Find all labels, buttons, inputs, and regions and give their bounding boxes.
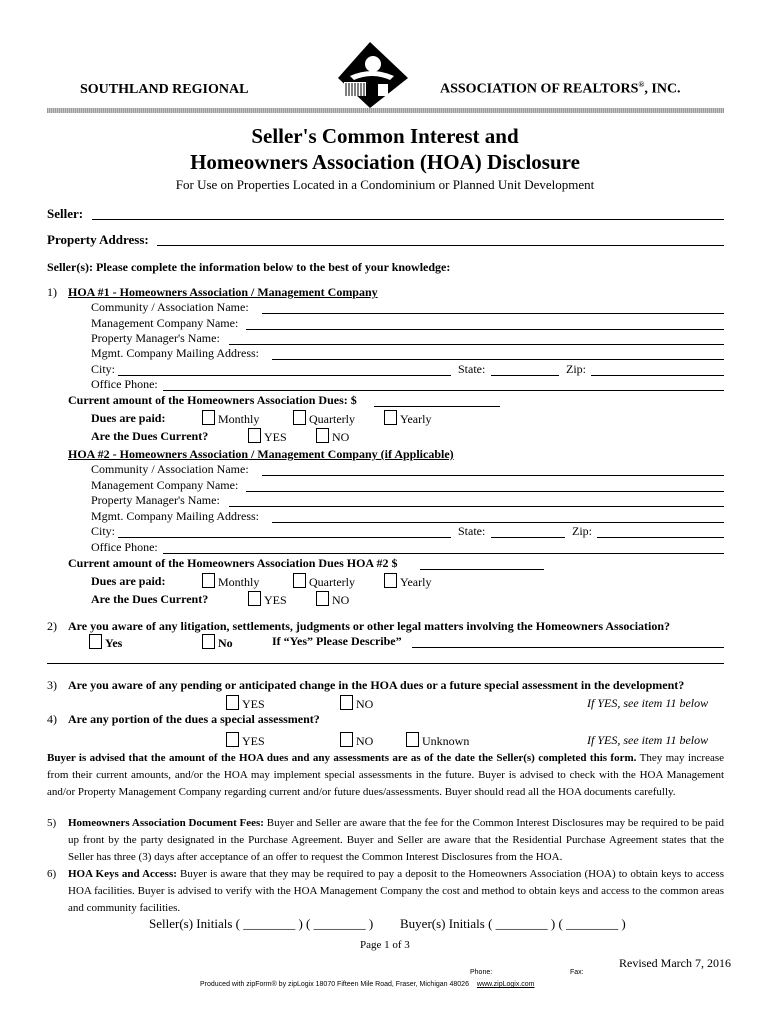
q2-yes-option[interactable]: [89, 634, 122, 650]
checkbox-icon[interactable]: [226, 732, 239, 747]
phone-label: Phone:: [470, 969, 493, 976]
checkbox-icon[interactable]: [89, 634, 102, 649]
q4-note-if: If: [587, 733, 595, 747]
q2-describe-field-line2[interactable]: [47, 663, 724, 664]
hoa1-community-field[interactable]: [262, 313, 724, 314]
checkbox-icon[interactable]: [384, 573, 397, 588]
item5-bold: Homeowners Association Document Fees:: [68, 817, 264, 829]
hoa1-current-yes-option[interactable]: [248, 428, 287, 444]
hoa2-current-yes-option[interactable]: [248, 591, 287, 607]
hoa1-state-label: State:: [458, 362, 486, 376]
hoa2-yearly-option[interactable]: [384, 573, 431, 589]
title-line1: Seller's Common Interest and: [251, 124, 519, 148]
hoa2-phone-field[interactable]: [163, 553, 724, 554]
header-left: SOUTHLAND REGIONAL: [80, 82, 249, 97]
property-address-label: Property Address:: [47, 232, 149, 247]
hoa1-management-field[interactable]: [246, 329, 724, 330]
fax-label: Fax:: [570, 969, 584, 976]
item5-number: 5): [47, 817, 57, 829]
item3-number: 3): [47, 678, 57, 692]
q3-yes-label: YES: [242, 697, 265, 711]
hoa2-manager-field[interactable]: [229, 506, 724, 507]
q3-no-option[interactable]: [340, 695, 373, 711]
q4-unknown-option[interactable]: [406, 732, 469, 748]
header-right-main: ASSOCIATION OF REALTORS: [440, 81, 639, 97]
hoa1-zip-field[interactable]: [591, 375, 724, 376]
item4-number: 4): [47, 712, 57, 726]
checkbox-icon[interactable]: [293, 573, 306, 588]
q2-describe-label: If “Yes” Please Describe”: [272, 634, 402, 648]
buyer-advice: [47, 750, 724, 801]
hoa1-management-label: Management Company Name:: [91, 316, 239, 330]
q2-no-label: No: [218, 636, 233, 650]
q4-yes-label: YES: [242, 734, 265, 748]
hoa2-dues-amount-label: Current amount of the Homeowners Association Dues HOA #2 $: [68, 556, 398, 570]
hoa2-manager-label: Property Manager's Name:: [91, 493, 220, 507]
q3-text: Are you aware of any pending or anticipated change in the HOA dues or a future special assessment in the development?: [68, 678, 685, 692]
q4-note-rest: YES, see item 11 below: [594, 733, 709, 747]
hoa2-heading: HOA #2 - Homeowners Association / Management Company (if Applicable): [68, 447, 454, 461]
hoa1-dues-paid-label: Dues are paid:: [91, 411, 166, 425]
property-address-field[interactable]: [157, 245, 724, 246]
checkbox-icon[interactable]: [202, 634, 215, 649]
q4-no-label: NO: [356, 734, 374, 748]
hoa2-monthly-option[interactable]: [202, 573, 259, 589]
q3-note-rest: YES, see item 11 below: [594, 696, 709, 710]
item5-rest: Buyer and Seller are aware that the fee for the Common Interest Disclosures may be required to be paid up front by the party designated in the Purchase Agreement. Buyer and Seller are aware that the Residential Purchase Agreement states that the Seller has three (3) days after acceptance of an offer to request the Common Interest Disclosures from the HOA.: [68, 817, 724, 863]
hoa1-city-field[interactable]: [118, 375, 451, 376]
seller-label: Seller:: [47, 206, 84, 221]
footer-produced: [200, 980, 535, 989]
hoa2-city-label: City:: [91, 524, 116, 538]
checkbox-icon[interactable]: [248, 428, 261, 443]
hoa1-zip-label: Zip:: [566, 362, 586, 376]
hoa2-dues-amount-field[interactable]: [420, 569, 544, 570]
hoa1-manager-label: Property Manager's Name:: [91, 331, 220, 345]
q3-no-label: NO: [356, 697, 374, 711]
q2-text: Are you aware of any litigation, settlements, judgments or other legal matters involving the Homeowners Association?: [68, 619, 671, 633]
hoa1-manager-field[interactable]: [229, 344, 724, 345]
item5-text: [68, 815, 724, 866]
subtitle: For Use on Properties Located in a Condominium or Planned Unit Development: [175, 177, 595, 192]
hoa1-dues-current-label: Are the Dues Current?: [91, 429, 209, 443]
hoa1-community-label: Community / Association Name:: [91, 300, 249, 314]
buyer-initials[interactable]: Buyer(s) Initials ( ________ ) ( ________ ): [400, 916, 626, 931]
hoa1-yearly-label: Yearly: [400, 412, 432, 426]
registered-mark: ®: [638, 80, 645, 89]
hoa2-quarterly-option[interactable]: [293, 573, 355, 589]
checkbox-icon[interactable]: [293, 410, 306, 425]
hoa1-current-no-option[interactable]: [316, 428, 349, 444]
checkbox-icon[interactable]: [406, 732, 419, 747]
checkbox-icon[interactable]: [340, 732, 353, 747]
q4-text: Are any portion of the dues a special assessment?: [68, 712, 320, 726]
hoa1-yearly-option[interactable]: [384, 410, 431, 426]
header-right-tail: , INC.: [644, 81, 681, 97]
checkbox-icon[interactable]: [202, 573, 215, 588]
hoa2-community-label: Community / Association Name:: [91, 462, 249, 476]
hoa1-current-no-label: NO: [332, 430, 350, 444]
hoa2-monthly-label: Monthly: [218, 575, 260, 589]
header-rule: [47, 108, 724, 113]
checkbox-icon[interactable]: [248, 591, 261, 606]
hoa1-state-field[interactable]: [491, 375, 559, 376]
hoa1-current-yes-label: YES: [264, 430, 287, 444]
hoa1-monthly-label: Monthly: [218, 412, 260, 426]
hoa2-quarterly-label: Quarterly: [309, 575, 355, 589]
hoa1-dues-amount-field[interactable]: [374, 406, 500, 407]
q4-no-option[interactable]: [340, 732, 373, 748]
hoa1-heading: HOA #1 - Homeowners Association / Management Company: [68, 285, 378, 299]
hoa2-current-no-option[interactable]: [316, 591, 349, 607]
checkbox-icon[interactable]: [340, 695, 353, 710]
item6-rest: Buyer is aware that they may be required to pay a deposit to the Homeowners Association (HOA) to obtain keys to access HOA facilities. Buyer is advised to verify with the HOA Management Company the cost and method to obtain keys and access to the common areas and community facilities.: [68, 868, 724, 914]
hoa2-mailing-label: Mgmt. Company Mailing Address:: [91, 509, 259, 523]
hoa2-mailing-field[interactable]: [272, 522, 724, 523]
q2-describe-field[interactable]: [412, 647, 724, 648]
hoa1-monthly-option[interactable]: [202, 410, 259, 426]
revised-date: Revised March 7, 2016: [619, 956, 731, 970]
item2-number: 2): [47, 619, 57, 633]
checkbox-icon[interactable]: [384, 410, 397, 425]
item6-bold: HOA Keys and Access:: [68, 868, 177, 880]
q4-yes-option[interactable]: [226, 732, 265, 748]
hoa2-zip-field[interactable]: [597, 537, 724, 538]
item6-number: 6): [47, 868, 57, 880]
hoa2-yearly-label: Yearly: [400, 575, 432, 589]
q4-note: [587, 733, 708, 747]
buyer-advice-bold: Buyer is advised that the amount of the HOA dues and any assessments are as of the date the Seller(s) completed this form.: [47, 752, 637, 764]
page-number: Page 1 of 3: [360, 939, 410, 951]
title-line2: Homeowners Association (HOA) Disclosure: [190, 150, 580, 174]
logo-icon: [330, 40, 415, 110]
hoa2-dues-current-label: Are the Dues Current?: [91, 592, 209, 606]
q2-no-option[interactable]: [202, 634, 233, 650]
hoa1-phone-label: Office Phone:: [91, 377, 158, 391]
q3-note-if: If: [587, 696, 595, 710]
checkbox-icon[interactable]: [316, 428, 329, 443]
instruction: Seller(s): Please complete the information below to the best of your knowledge:: [47, 260, 451, 274]
buyer-advice-rest: They may increase from their current amounts, and/or the HOA may implement special assessments in the future. Buyer is advised to check with the HOA Management and/or Property Management Company regarding current and/or future dues/assessments. Buyer should read all the HOA documents carefully.: [47, 752, 724, 798]
hoa2-state-field[interactable]: [491, 537, 565, 538]
hoa2-community-field[interactable]: [262, 475, 724, 476]
checkbox-icon[interactable]: [226, 695, 239, 710]
q2-yes-label: Yes: [105, 636, 123, 650]
seller-initials[interactable]: Seller(s) Initials ( ________ ) ( ________ ): [149, 916, 374, 931]
hoa1-quarterly-label: Quarterly: [309, 412, 355, 426]
hoa2-current-no-label: NO: [332, 593, 350, 607]
footer-url[interactable]: www.zipLogix.com: [476, 981, 535, 988]
hoa2-phone-label: Office Phone:: [91, 540, 158, 554]
q3-yes-option[interactable]: [226, 695, 265, 711]
hoa2-zip-label: Zip:: [572, 524, 592, 538]
hoa1-mailing-field[interactable]: [272, 359, 724, 360]
hoa2-management-field[interactable]: [246, 491, 724, 492]
hoa2-dues-paid-label: Dues are paid:: [91, 574, 166, 588]
hoa2-state-label: State:: [458, 524, 486, 538]
hoa2-city-field[interactable]: [118, 537, 451, 538]
hoa2-management-label: Management Company Name:: [91, 478, 239, 492]
item1-number: 1): [47, 285, 57, 299]
checkbox-icon[interactable]: [202, 410, 215, 425]
header-right: [440, 80, 681, 98]
item6-text: [68, 866, 724, 917]
hoa1-city-label: City:: [91, 362, 116, 376]
realtor-logo: [330, 40, 415, 110]
q4-unknown-label: Unknown: [422, 734, 470, 748]
seller-field[interactable]: [92, 219, 724, 220]
checkbox-icon[interactable]: [316, 591, 329, 606]
footer-produced-text: Produced with zipForm® by zipLogix 18070 Fifteen Mile Road, Fraser, Michigan 48026: [200, 981, 469, 988]
hoa1-phone-field[interactable]: [163, 390, 724, 391]
hoa2-current-yes-label: YES: [264, 593, 287, 607]
hoa1-quarterly-option[interactable]: [293, 410, 355, 426]
q3-note: [587, 696, 708, 710]
hoa1-dues-amount-label: Current amount of the Homeowners Association Dues: $: [68, 393, 357, 407]
hoa1-mailing-label: Mgmt. Company Mailing Address:: [91, 346, 259, 360]
